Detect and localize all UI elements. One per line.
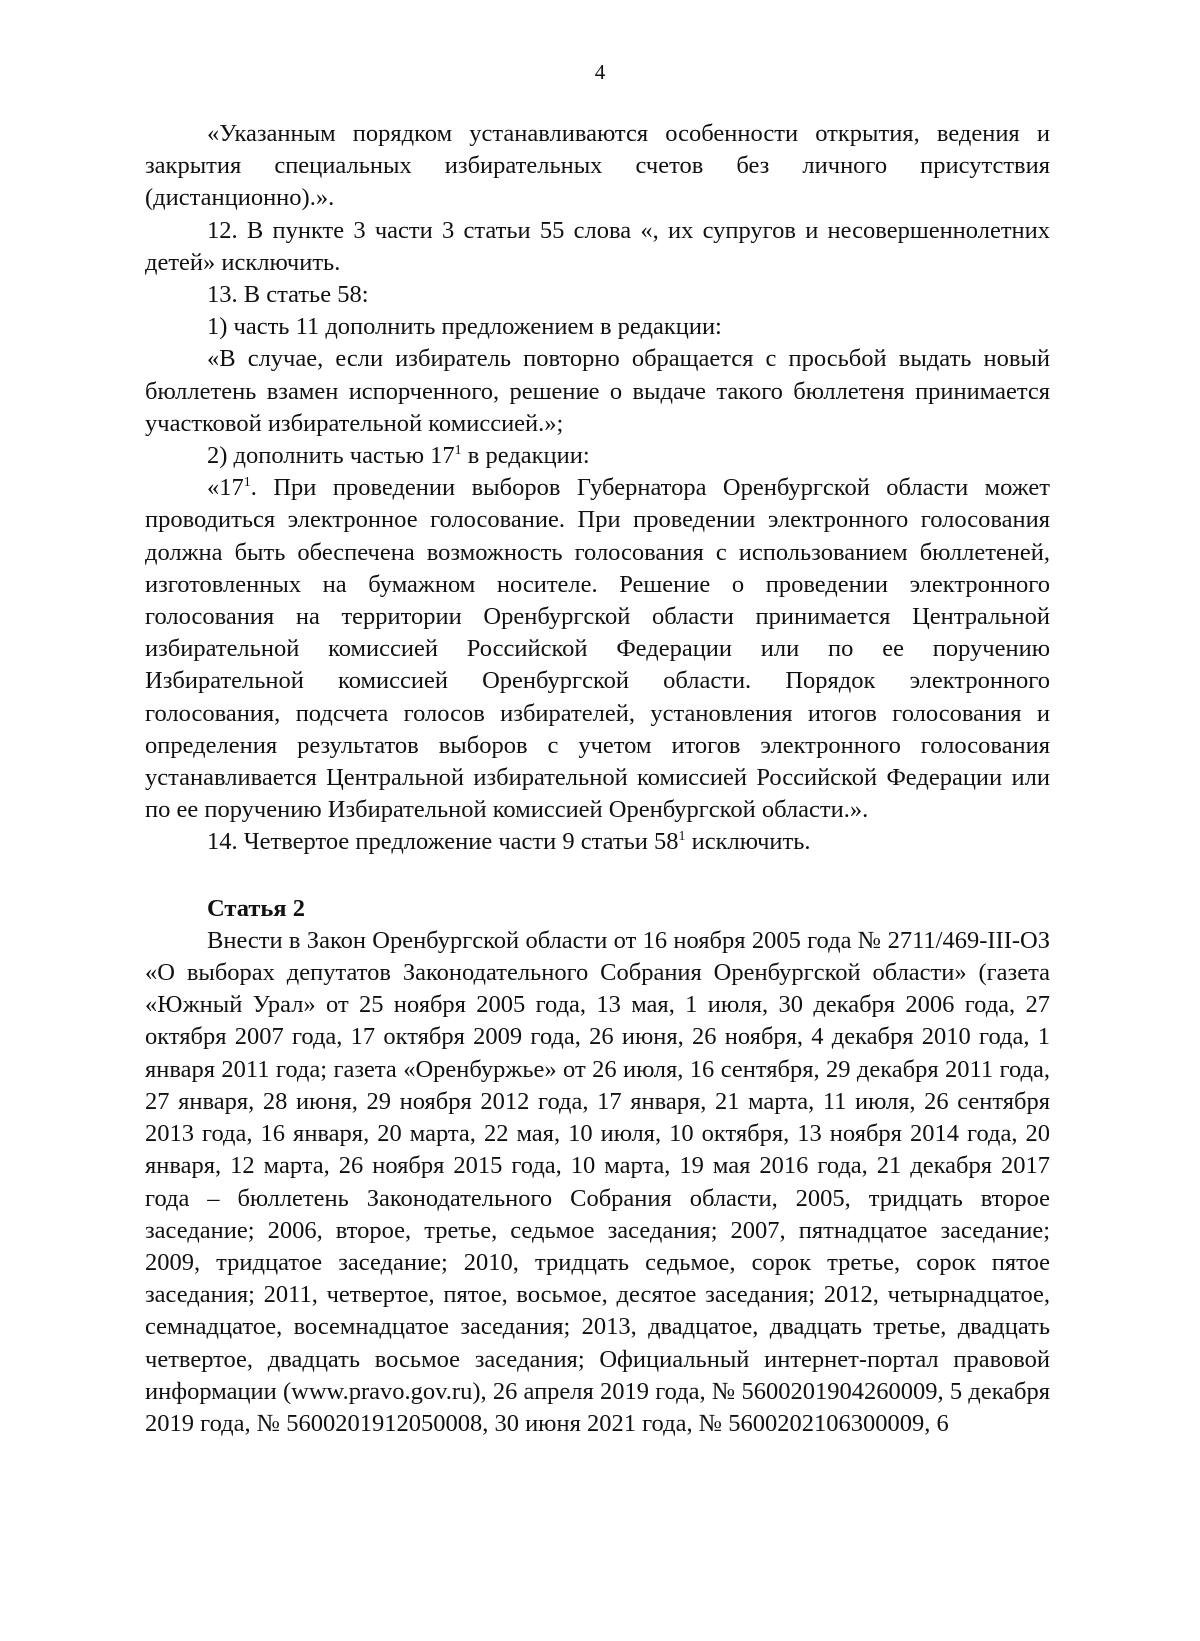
- superscript: 1: [243, 475, 251, 491]
- subitem-2-text-end: в редакции:: [461, 442, 590, 470]
- paragraph-item-12: 12. В пункте 3 части 3 статьи 55 слова «, их супругов и несовершеннолетних детей» исключить.: [145, 216, 1050, 276]
- part-17-1-number: «17: [207, 474, 244, 502]
- paragraph-subitem-2: [145, 440, 1050, 472]
- part-17-1-text: . При проведении выборов Губернатора Оренбургской области может проводиться электронное голосование. При проведении электронного голосования должна быть обеспечена возможность голосования с использованием бюллетеней, изготовленных на бумажном носителе. Решение о проведении электронного голосования на территории Оренбургской области принимается Центральной избирательной комиссией Российской Федерации или по ее поручению Избирательной комиссией Оренбургской области. Порядок электронного голосования, подсчета голосов избирателей, установления итогов голосования и определения результатов выборов с учетом итогов электронного голосования устанавливается Центральной избирательной комиссией Российской Федерации или по ее поручению Избирательной комиссией Оренбургской области.».: [145, 474, 1050, 824]
- paragraph-part-17-1: [145, 472, 1050, 826]
- paragraph-item-13: 13. В статье 58:: [207, 281, 369, 309]
- paragraph-spoiled-ballot: «В случае, если избиратель повторно обращается с просьбой выдать новый бюллетень взамен испорченного, решение о выдаче такого бюллетеня принимается участковой избирательной комиссией.»;: [145, 345, 1050, 437]
- page-number: 4: [594, 60, 606, 84]
- paragraph-item-14: [145, 826, 1050, 858]
- paragraph-subitem-1: 1) часть 11 дополнить предложением в редакции:: [207, 313, 722, 341]
- document-body: [145, 118, 1050, 1440]
- item-14-text-end: исключить.: [685, 828, 811, 856]
- article-2-text: Внести в Закон Оренбургской области от 16 ноября 2005 года № 2711/469-III-ОЗ «О выборах депутатов Законодательного Собрания Оренбургской области» (газета «Южный Урал» от 25 ноября 2005 года, 13 мая, 1 июля, 30 декабря 2006 года, 27 октября 2007 года, 17 октября 2009 года, 26 июня, 26 ноября, 4 декабря 2010 года, 1 января 2011 года; газета «Оренбуржье» от 26 июля, 16 сентября, 29 декабря 2011 года, 27 января, 28 июня, 29 ноября 2012 года, 17 января, 21 марта, 11 июля, 26 сентября 2013 года, 16 января, 20 марта, 22 мая, 10 июля, 10 октября, 13 ноября 2014 года, 20 января, 12 марта, 26 ноября 2015 года, 10 марта, 19 мая 2016 года, 21 декабря 2017 года – бюллетень Законодательного Собрания области, 2005, тридцать второе заседание; 2006, второе, третье, седьмое заседания; 2007, пятнадцатое заседание; 2009, тридцатое заседание; 2010, тридцать седьмое, сорок третье, сорок пятое заседания; 2011, четвертое, пятое, восьмое, десятое заседания; 2012, четырнадцатое, семнадцатое, восемнадцатое заседания; 2013, двадцатое, двадцать третье, двадцать четвертое, двадцать восьмое заседания; Официальный интернет-портал правовой информации (www.pravo.gov.ru), 26 апреля 2019 года, № 5600201904260009, 5 декабря 2019 года, № 5600201912050008, 30 июня 2021 года, № 5600202106300009, 6: [145, 926, 1050, 1437]
- superscript: 1: [678, 829, 686, 845]
- superscript: 1: [454, 443, 462, 459]
- subitem-2-text: 2) дополнить частью 17: [207, 442, 455, 470]
- paragraph-special-accounts: «Указанным порядком устанавливаются особенности открытия, ведения и закрытия специальных избирательных счетов без личного присутствия (дистанционно).».: [145, 120, 1050, 212]
- item-14-text: 14. Четвертое предложение части 9 статьи 58: [207, 828, 679, 856]
- article-2-heading: Статья 2: [207, 894, 305, 922]
